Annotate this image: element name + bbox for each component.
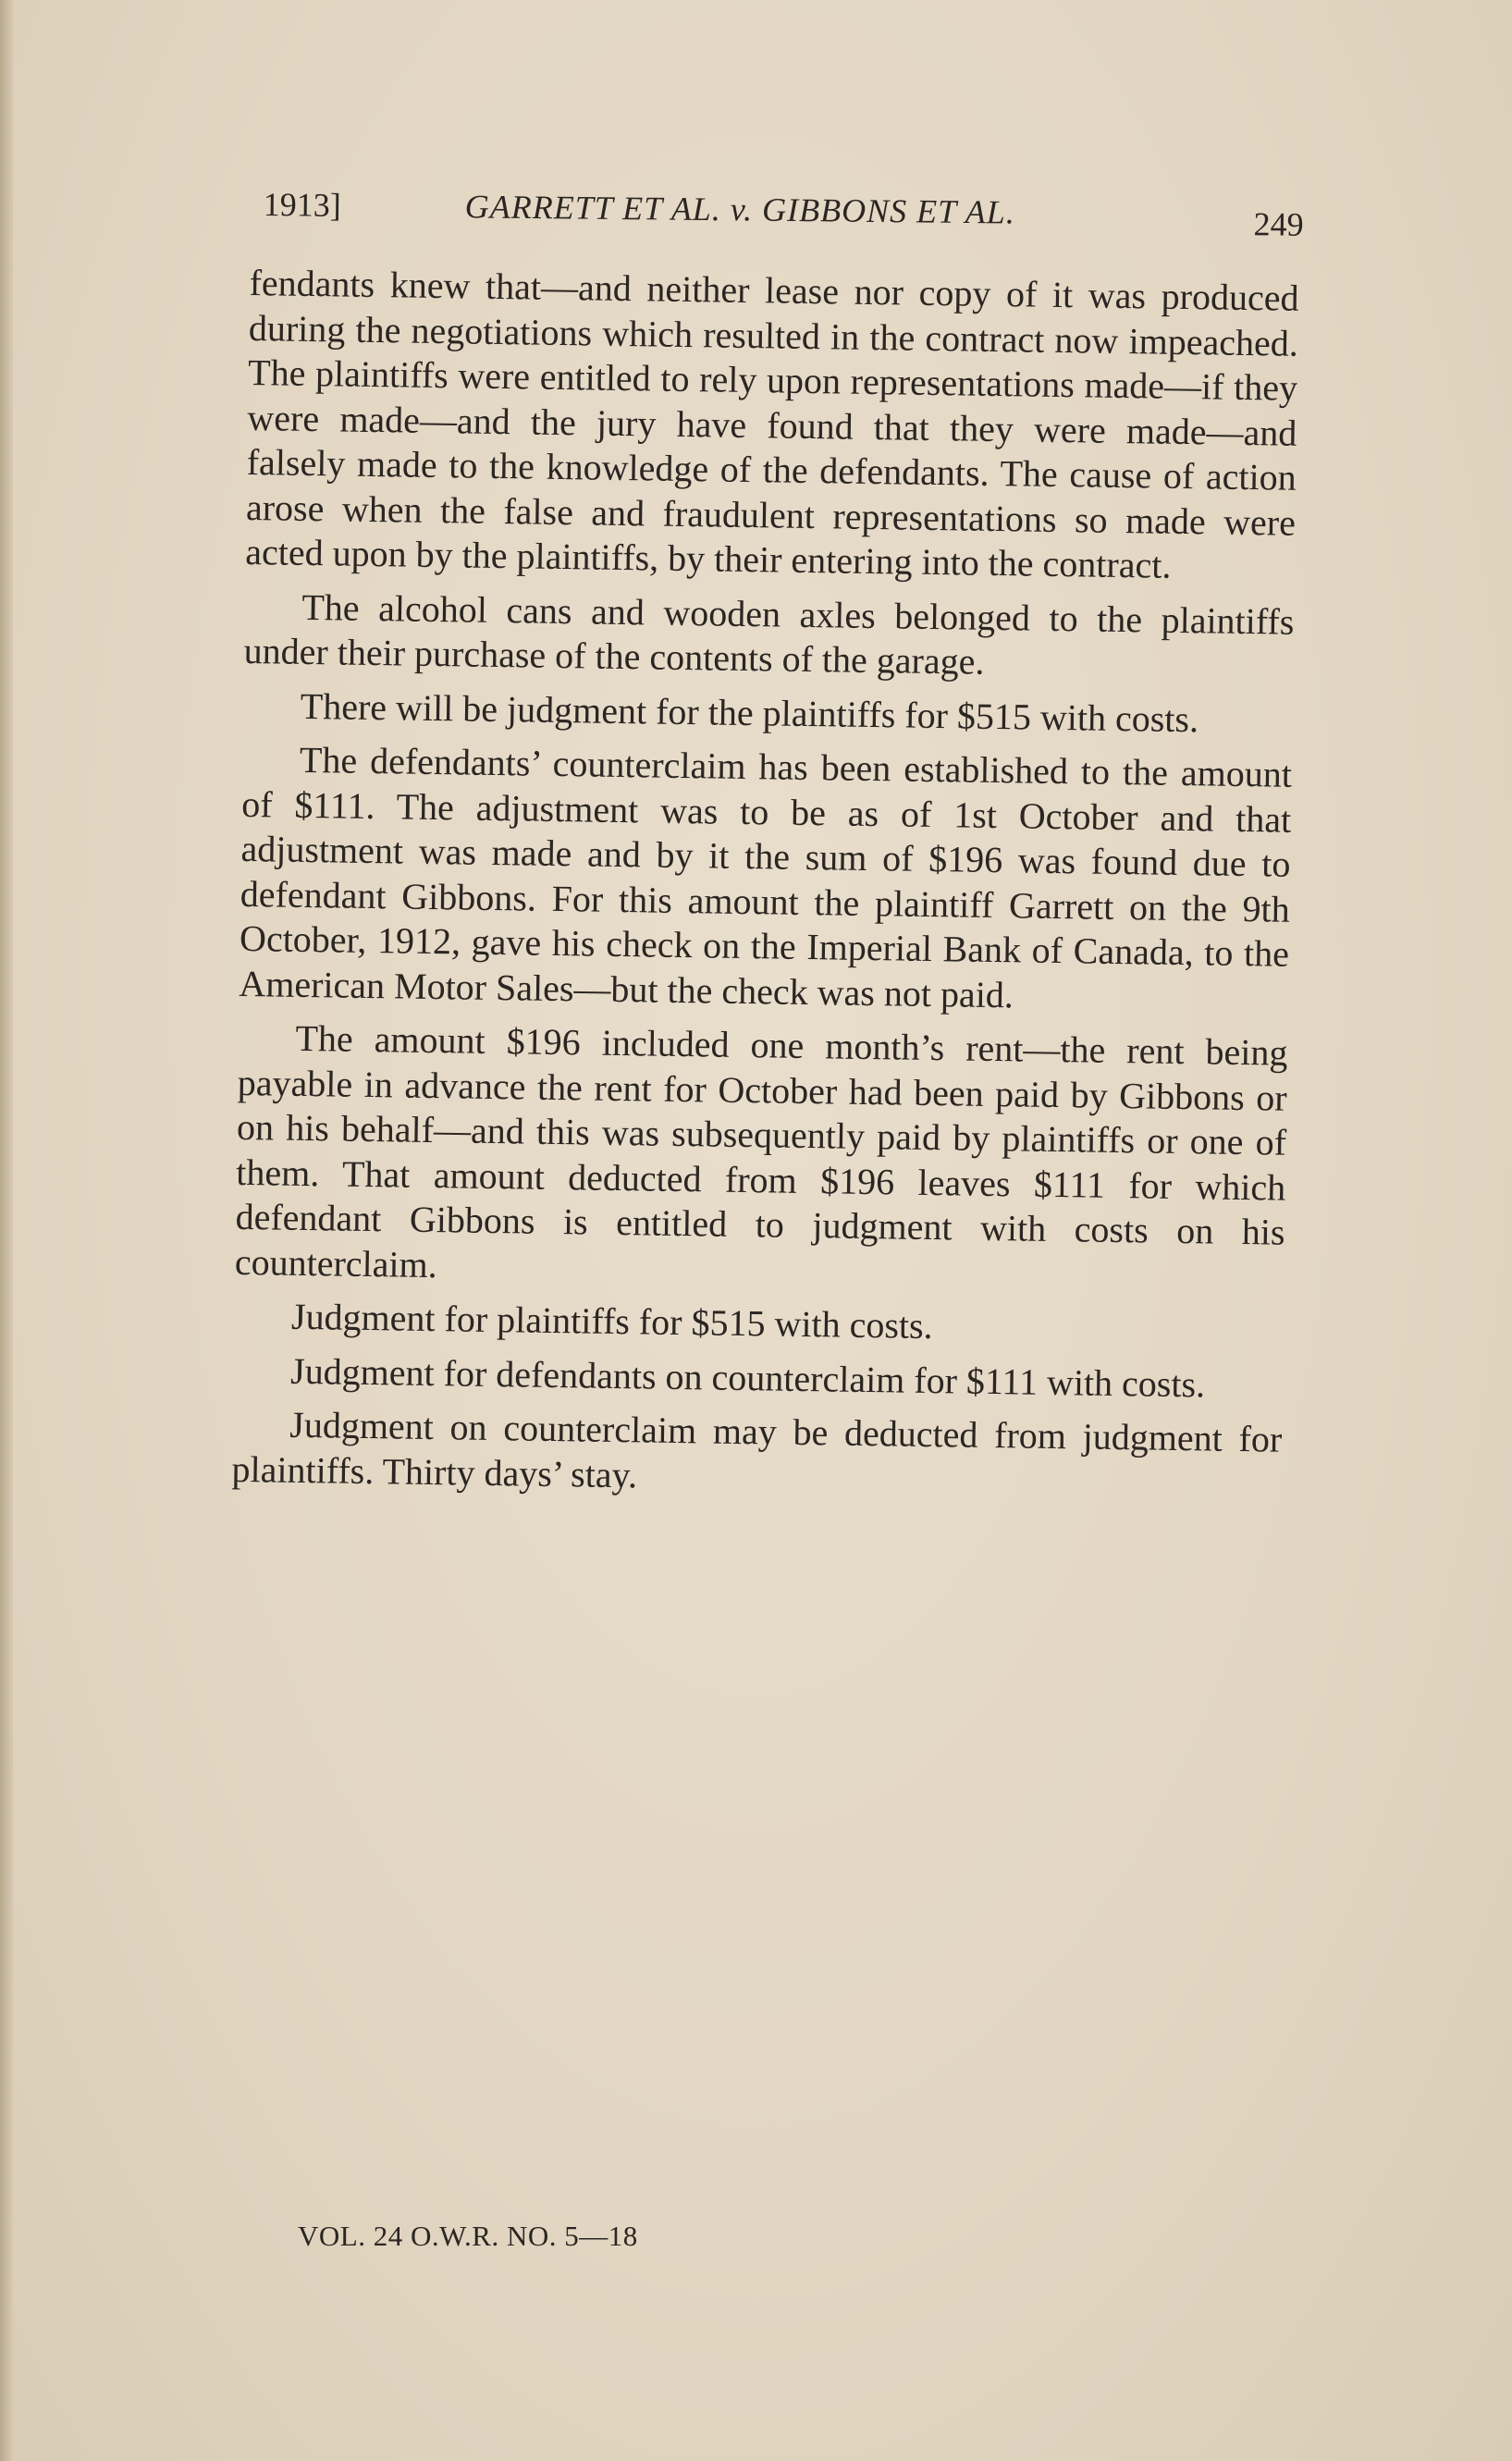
running-header (263, 185, 1304, 252)
header-year: 1913] (263, 185, 341, 224)
paragraph: Judgment on counterclaim may be deducted from judgment for plaintiffs. Thirty days’ stay. (231, 1403, 1283, 1495)
signature-footer (298, 2220, 638, 2253)
body-text (231, 261, 1299, 1517)
paragraph: The alcohol cans and wooden axles belonged to the plaintiffs under their purchase of the contents of the garage. (243, 585, 1295, 683)
book-spine-edge (0, 0, 13, 2461)
paragraph: The defendants’ counterclaim has been established to the amount of $111. The adjustment was to be as of 1st October and that adjustment was made and by it the sum of $196 was found due to defendant Gibbons. For this amount the plaintiff Garrett on the 9th October, 1912, gave his check on the Imperial Bank of Canada, to the American Motor Sales—but the check was not paid. (239, 738, 1293, 1015)
paragraph: The amount $196 included one month’s rent—the rent being payable in advance the rent for October had been paid by Gibbons or on his behalf—and this was subsequently paid by plaintiffs or one of them. That amount deducted from $196 leaves $111 for which defendant Gibbons is entitled to judgment with costs on his counterclaim. (234, 1016, 1288, 1286)
paragraph-continued: fendants knew that—and neither lease nor copy of it was produced during the negotiations which resulted in the contract now impeached. The plaintiffs were entitled to rely upon representations made—if they were made—and the jury have found that they were made—and falsely made to the knowledge of the defendants. The cause of action arose when the false and fraudulent representations so made were acted upon by the plaintiffs, by their entering into the contract. (245, 261, 1299, 586)
running-title: GARRETT ET AL. v. GIBBONS ET AL. (464, 188, 1016, 231)
paragraph: Judgment for plaintiffs for $515 with costs. (290, 1295, 933, 1347)
paragraph: There will be judgment for the plaintiffs for $515 with costs. (300, 684, 1199, 740)
footer-text: VOL. 24 O.W.R. NO. 5—18 (298, 2220, 638, 2252)
paragraph: Judgment for defendants on counterclaim for $111 with costs. (289, 1349, 1206, 1405)
page-number: 249 (1253, 205, 1304, 243)
